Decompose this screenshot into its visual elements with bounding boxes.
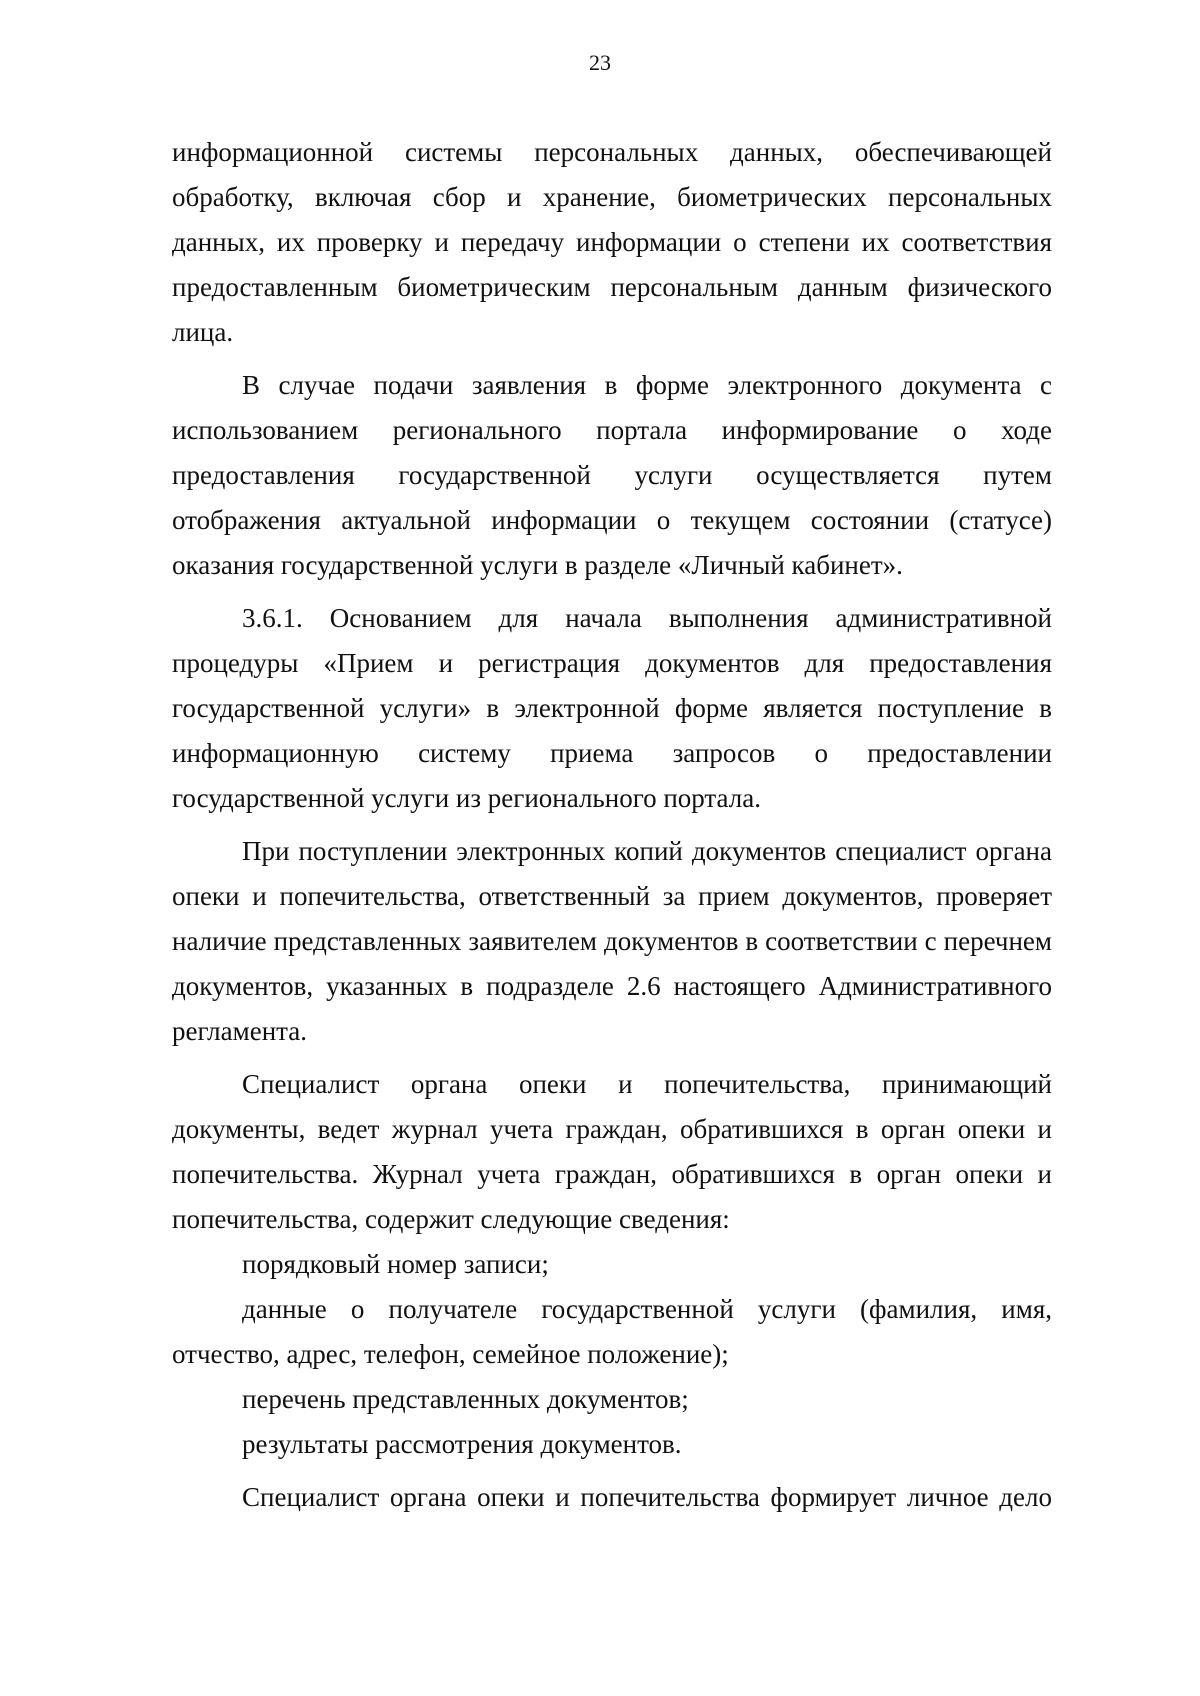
list-item: результаты рассмотрения документов. [242, 1429, 682, 1459]
page-number: 23 [589, 50, 611, 75]
list-item: порядковый номер записи; [242, 1249, 549, 1279]
paragraph-electronic-submission: В случае подачи заявления в форме электронного документа с использованием регионального портала информирование о ходе предоставления государственной услуги осуществляется путем отображения актуальной информации о текущем состоянии (статусе) оказания государственной услуги в разделе «Личный кабинет». [172, 370, 1052, 580]
paragraph-electronic-copies: При поступлении электронных копий документов специалист органа опеки и попечительства, ответственный за прием документов, проверяет наличие представленных заявителем документов в соответствии с перечнем документов, указанных в подразделе 2.6 настоящего Административного регламента. [172, 836, 1052, 1046]
document-body [172, 130, 1052, 1520]
list-item: данные о получателе государственной услуги (фамилия, имя, отчество, адрес, телефон, семейное положение); [172, 1294, 1052, 1369]
paragraph-continued: информационной системы персональных данных, обеспечивающей обработку, включая сбор и хранение, биометрических персональных данных, их проверку и передачу информации о степени их соответствия предоставленным биометрическим персональным данным физического лица. [172, 137, 1052, 347]
list-item: перечень представленных документов; [242, 1384, 689, 1414]
paragraph-journal: Специалист органа опеки и попечительства, принимающий документы, ведет журнал учета граждан, обратившихся в орган опеки и попечительства. Журнал учета граждан, обратившихся в орган опеки и попечительства, содержит следующие сведения: [172, 1069, 1052, 1234]
paragraph-section-3-6-1: 3.6.1. Основанием для начала выполнения административной процедуры «Прием и регистрация документов для предоставления государственной услуги» в электронной форме является поступление в информационную систему приема запросов о предоставлении государственной услуги из регионального портала. [172, 603, 1052, 813]
paragraph-final: Специалист органа опеки и попечительства формирует личное дело [242, 1482, 1052, 1512]
